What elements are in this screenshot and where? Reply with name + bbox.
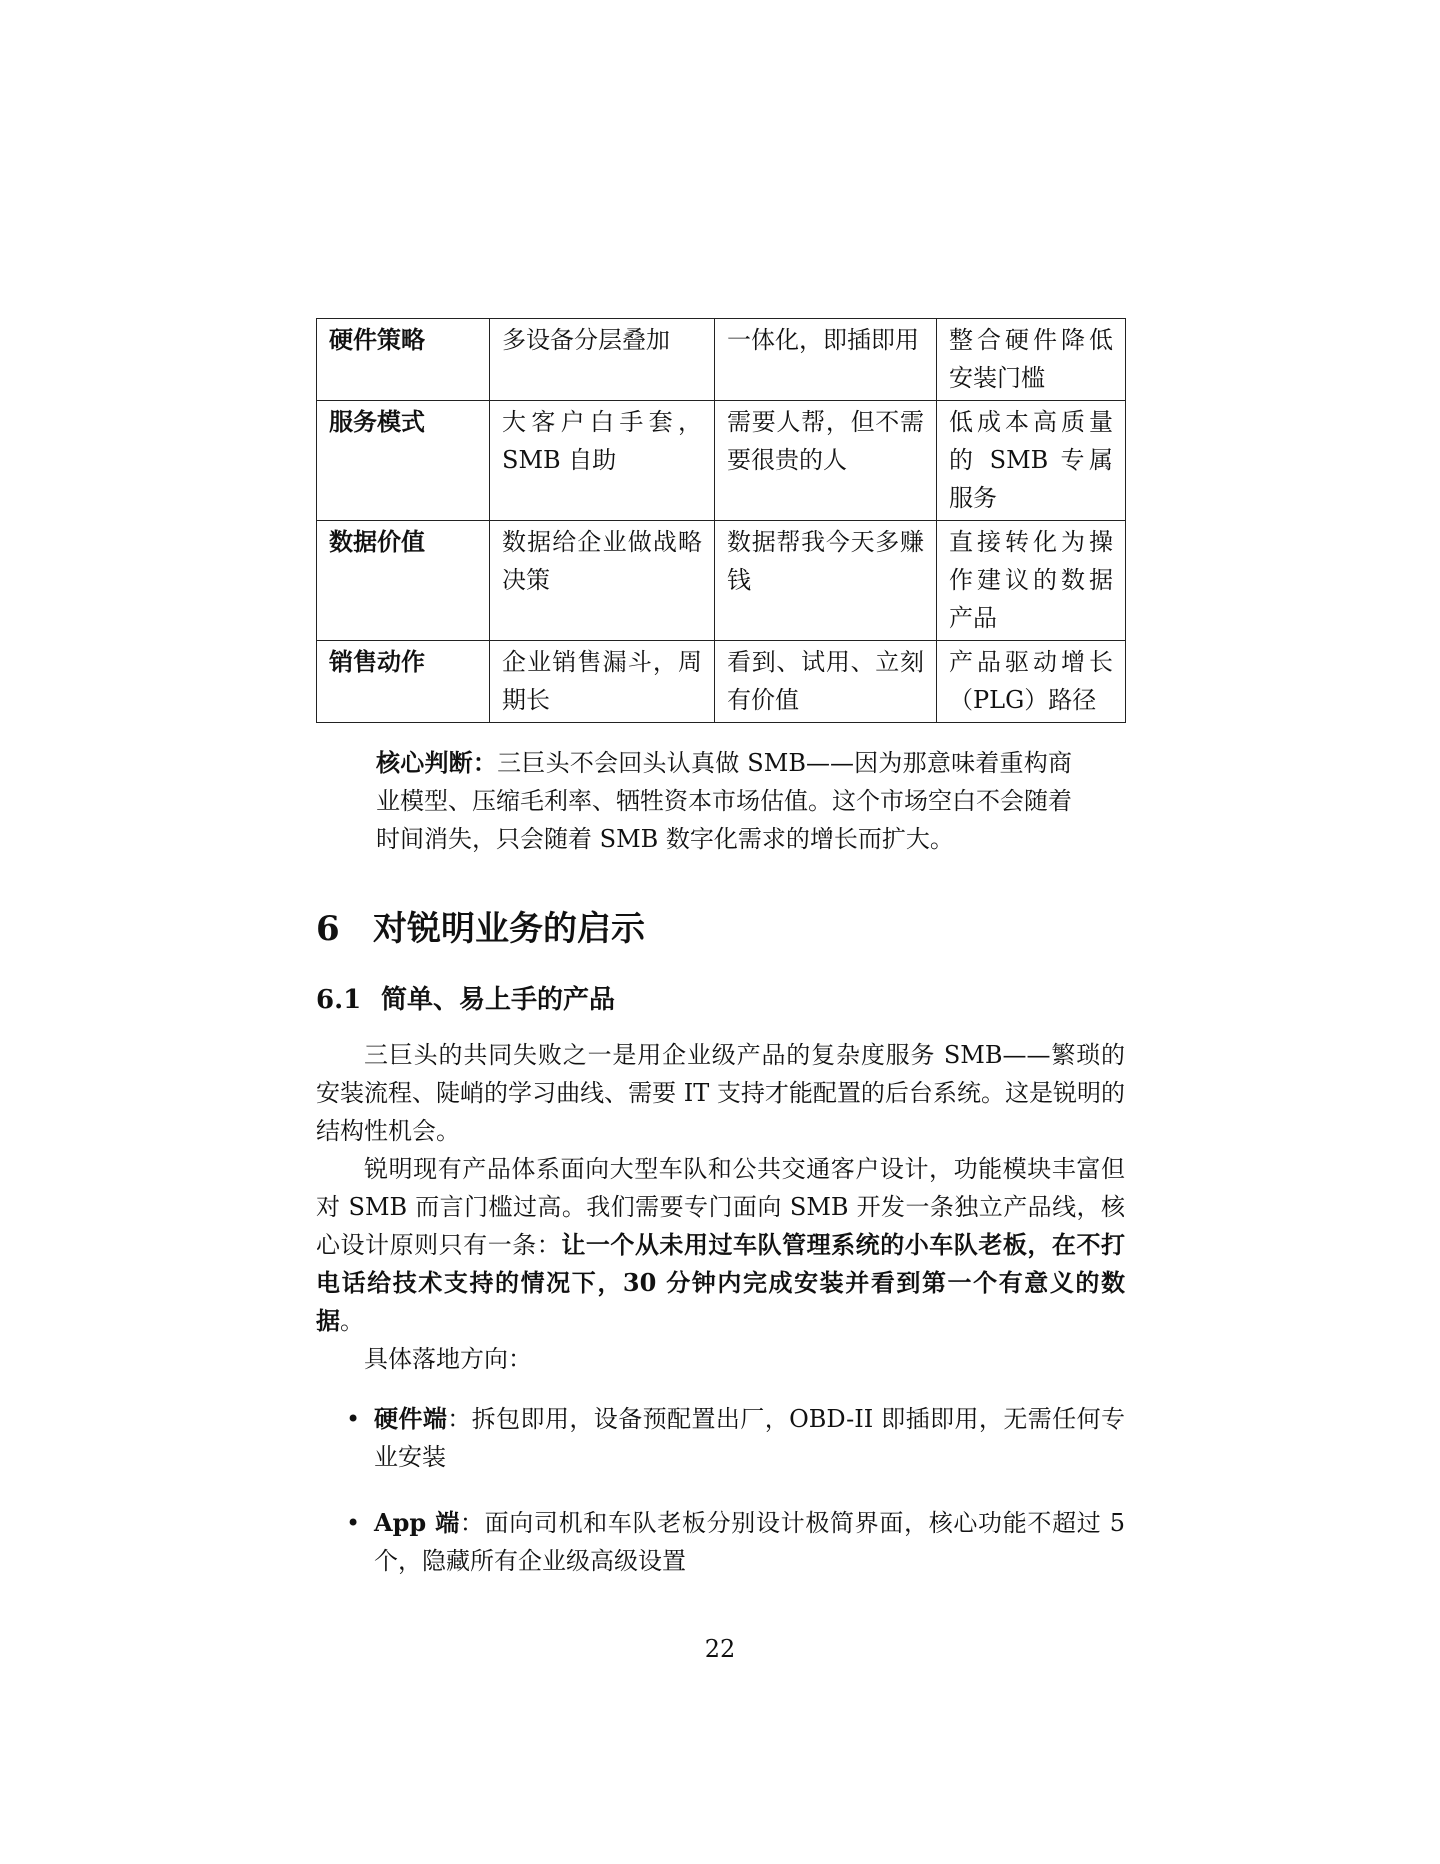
section-heading (316, 904, 645, 954)
table-cell: 直接转化为操作建议的数据产品 (937, 521, 1126, 641)
table-cell: 低成本高质量的 SMB 专属服务 (937, 401, 1126, 521)
core-judgement-text: 三巨头不会回头认真做 SMB——因为那意味着重构商业模型、压缩毛利率、牺牲资本市场估值。这个市场空白不会随着时间消失，只会随着 SMB 数字化需求的增长而扩大。 (376, 749, 1073, 853)
table-cell: 大客户白手套，SMB 自助 (490, 401, 715, 521)
bullet-marker: • (346, 1509, 361, 1537)
section-title: 对锐明业务的启示 (373, 909, 645, 949)
paragraph-3: 具体落地方向： (364, 1345, 532, 1373)
row-label-service-model: 服务模式 (317, 401, 490, 521)
table-cell: 多设备分层叠加 (490, 319, 715, 401)
list-item (316, 1400, 1125, 1476)
bullet-text: ：面向司机和车队老板分别设计极简界面，核心功能不超过 5 个，隐藏所有企业级高级设置 (374, 1509, 1125, 1575)
table-cell: 产品驱动增长（PLG）路径 (937, 641, 1126, 723)
subsection-number: 6.1 (316, 985, 362, 1015)
bullet-label: 硬件端 (374, 1404, 448, 1433)
page-number: 22 (704, 1635, 736, 1663)
table-cell: 需要人帮，但不需要很贵的人 (715, 401, 937, 521)
section-number: 6 (316, 909, 340, 949)
row-label-data-value: 数据价值 (317, 521, 490, 641)
bullet-text: ：拆包即用，设备预配置出厂，OBD-II 即插即用，无需任何专业安装 (374, 1405, 1126, 1471)
paragraph-1: 三巨头的共同失败之一是用企业级产品的复杂度服务 SMB——繁琐的安装流程、陡峭的学习曲线、需要 IT 支持才能配置的后台系统。这是锐明的结构性机会。 (316, 1041, 1125, 1145)
table-cell: 整合硬件降低安装门槛 (937, 319, 1126, 401)
paragraph-2-end: 。 (340, 1307, 364, 1335)
bullet-list (316, 1400, 1125, 1608)
core-judgement-quote (376, 744, 1072, 858)
table-cell: 数据给企业做战略决策 (490, 521, 715, 641)
comparison-table (316, 318, 1126, 723)
bullet-label: App 端 (374, 1508, 460, 1537)
paragraph-2 (316, 1150, 1125, 1340)
table-cell: 看到、试用、立刻有价值 (715, 641, 937, 723)
subsection-title: 简单、易上手的产品 (381, 985, 616, 1015)
table-row (317, 521, 1126, 641)
bullet-marker: • (346, 1405, 361, 1433)
row-label-sales-motion: 销售动作 (317, 641, 490, 723)
table-row (317, 319, 1126, 401)
paragraph-2-text: 锐明现有产品体系面向大型车队和公共交通客户设计，功能模块丰富但对 SMB 而言门槛过高。我们需要专门面向 SMB 开发一条独立产品线，核心设计原则只有一条： (316, 1155, 1125, 1259)
table-row (317, 401, 1126, 521)
list-item (316, 1504, 1125, 1580)
table-row (317, 641, 1126, 723)
body-text (316, 1036, 1125, 1378)
table-cell: 数据帮我今天多赚钱 (715, 521, 937, 641)
core-judgement-label: 核心判断： (376, 748, 498, 777)
table-cell: 企业销售漏斗，周期长 (490, 641, 715, 723)
paragraph-2-emphasis: 让一个从未用过车队管理系统的小车队老板，在不打电话给技术支持的情况下，30 分钟内完成安装并看到第一个有意义的数据 (316, 1230, 1125, 1335)
subsection-heading (316, 980, 615, 1020)
table-cell: 一体化，即插即用 (715, 319, 937, 401)
row-label-hardware-strategy: 硬件策略 (317, 319, 490, 401)
